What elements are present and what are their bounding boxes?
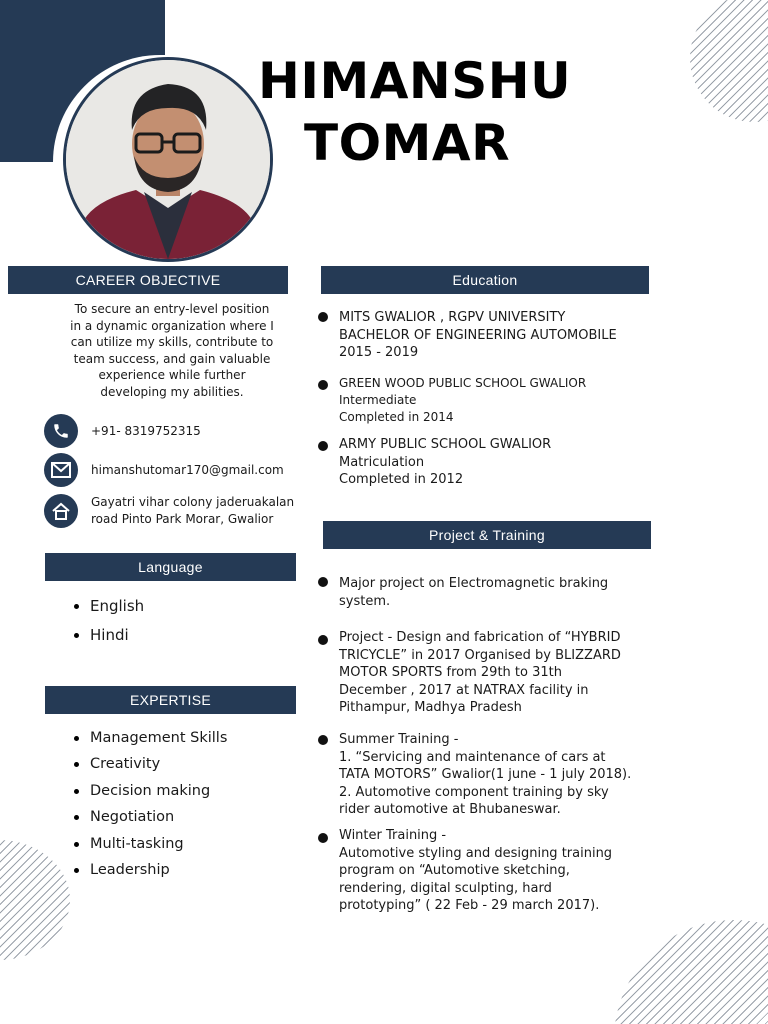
training-line: rendering, digital sculpting, hard xyxy=(339,880,552,896)
education-header xyxy=(321,266,649,294)
project-line: Major project on Electromagnetic braking xyxy=(339,576,609,591)
project-line: Project - Design and fabrication of “HYBRID xyxy=(339,630,621,645)
bullet-dot xyxy=(318,577,328,587)
contact-phone-row xyxy=(44,414,201,448)
expertise-title: EXPERTISE xyxy=(129,692,212,708)
expertise-list xyxy=(72,725,227,883)
training-line: Summer Training - xyxy=(339,732,459,747)
education-line: Matriculation xyxy=(339,454,425,470)
training-entry xyxy=(318,827,612,915)
education-entry xyxy=(318,309,617,362)
address-text xyxy=(91,494,294,528)
training-line: Winter Training - xyxy=(339,828,447,843)
training-line: TATA MOTORS” Gwalior(1 june - 1 july 2018). xyxy=(339,767,632,782)
training-entry xyxy=(318,731,631,819)
project-entry xyxy=(318,629,621,717)
training-line: rider automotive at Bhubaneswar. xyxy=(339,802,561,817)
phone-number: +91- 8319752315 xyxy=(91,423,201,438)
objective-line: developing my abilities. xyxy=(100,384,244,399)
project-line: system. xyxy=(339,593,391,609)
training-line: 1. “Servicing and maintenance of cars at xyxy=(339,749,606,765)
language-item: Hindi xyxy=(72,621,144,650)
email-address: himanshutomar170@gmail.com xyxy=(91,462,284,477)
contact-address-row xyxy=(44,494,294,528)
expertise-item: Negotiation xyxy=(72,804,227,830)
education-line: MITS GWALIOR , RGPV UNIVERSITY xyxy=(339,310,566,325)
education-line: ARMY PUBLIC SCHOOL GWALIOR xyxy=(339,437,552,452)
bullet-dot xyxy=(318,441,328,451)
expertise-header xyxy=(45,686,296,714)
project-training-header xyxy=(323,521,651,549)
bullet-dot xyxy=(318,735,328,745)
expertise-item: Multi-tasking xyxy=(72,831,227,857)
profile-photo xyxy=(63,57,273,262)
expertise-item: Leadership xyxy=(72,857,227,883)
hatched-circle-top-right xyxy=(690,0,768,122)
project-entry xyxy=(318,575,608,610)
objective-line: can utilize my skills, contribute to xyxy=(70,335,274,349)
education-line: Completed in 2012 xyxy=(339,472,464,487)
project-line: Pithampur, Madhya Pradesh xyxy=(339,700,522,715)
training-line: prototyping” ( 22 Feb - 29 march 2017). xyxy=(339,898,600,913)
career-objective-header xyxy=(8,266,288,294)
bullet-dot xyxy=(318,635,328,645)
name-line-2: TOMAR xyxy=(304,114,511,172)
education-entry xyxy=(318,436,551,489)
expertise-item: Management Skills xyxy=(72,725,227,751)
profile-photo-illustration xyxy=(66,60,270,259)
education-title: Education xyxy=(452,272,518,288)
project-training-title: Project & Training xyxy=(429,527,545,543)
objective-line: in a dynamic organization where I xyxy=(70,318,274,333)
project-line: December , 2017 at NATRAX facility in xyxy=(339,682,589,698)
education-line: GREEN WOOD PUBLIC SCHOOL GWALIOR xyxy=(339,376,587,390)
mail-icon xyxy=(44,453,78,487)
name-line-1: HIMANSHU xyxy=(258,52,572,110)
education-entry xyxy=(318,375,586,426)
training-line: program on “Automotive sketching, xyxy=(339,863,570,878)
bullet-dot xyxy=(318,833,328,843)
candidate-name xyxy=(258,50,571,174)
language-list xyxy=(72,592,144,650)
home-icon xyxy=(44,494,78,528)
expertise-item: Creativity xyxy=(72,751,227,777)
contact-email-row xyxy=(44,453,284,487)
training-line: Automotive styling and designing training xyxy=(339,845,613,861)
hatched-circle-bottom-right xyxy=(614,920,768,1024)
objective-line: team success, and gain valuable xyxy=(73,351,271,366)
training-line: 2. Automotive component training by sky xyxy=(339,784,609,800)
expertise-item: Decision making xyxy=(72,778,227,804)
phone-icon xyxy=(44,414,78,448)
address-line-2: road Pinto Park Morar, Gwalior xyxy=(91,512,274,526)
language-title: Language xyxy=(138,559,203,575)
project-line: MOTOR SPORTS from 29th to 31th xyxy=(339,665,562,680)
career-objective-title: CAREER OBJECTIVE xyxy=(75,272,221,288)
education-line: 2015 - 2019 xyxy=(339,345,419,360)
career-objective-text xyxy=(58,301,286,400)
education-line: BACHELOR OF ENGINEERING AUTOMOBILE xyxy=(339,327,617,343)
education-line: Intermediate xyxy=(339,393,417,407)
objective-line: To secure an entry-level position xyxy=(74,302,270,316)
bullet-dot xyxy=(318,380,328,390)
language-item: English xyxy=(72,592,144,621)
address-line-1: Gayatri vihar colony jaderuakalan xyxy=(91,495,295,509)
education-line: Completed in 2014 xyxy=(339,410,454,424)
project-line: TRICYCLE” in 2017 Organised by BLIZZARD xyxy=(339,647,621,663)
bullet-dot xyxy=(318,312,328,322)
language-header xyxy=(45,553,296,581)
objective-line: experience while further xyxy=(98,368,246,382)
hatched-circle-bottom-left xyxy=(0,840,70,960)
